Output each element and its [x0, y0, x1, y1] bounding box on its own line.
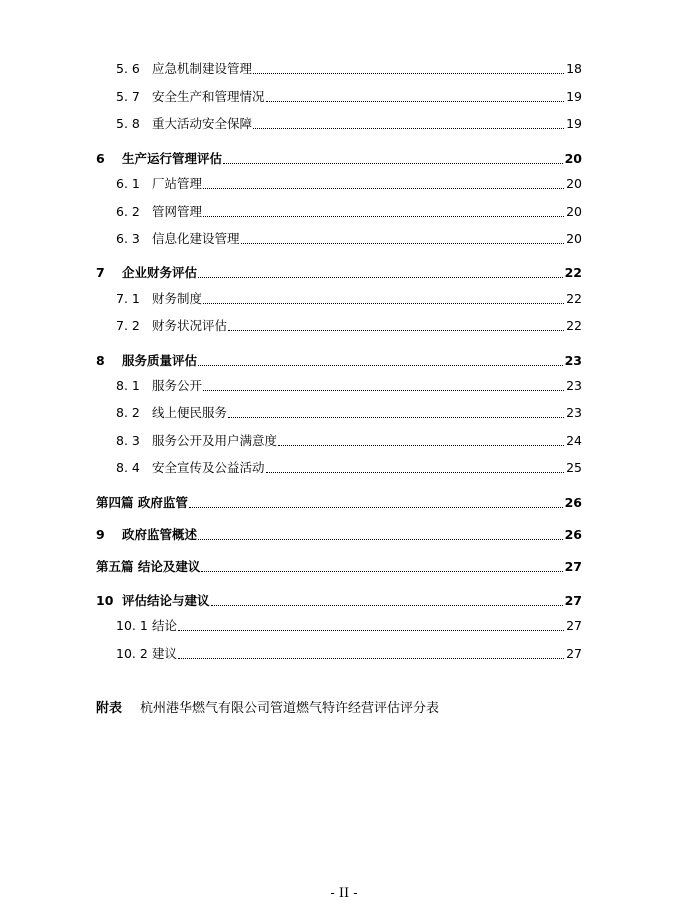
- toc-leader-dots: [203, 302, 564, 304]
- toc-part-entry[interactable]: [96, 559, 582, 575]
- toc-entry-page: 23: [564, 353, 582, 368]
- toc-entry-number: 5. 6: [116, 61, 140, 76]
- toc-entry-number: 8. 3: [116, 433, 140, 448]
- toc-leader-dots: [223, 162, 563, 164]
- toc-leader-dots: [241, 242, 565, 244]
- toc-entry-number: 5. 7: [116, 89, 140, 104]
- toc-entry-page: 23: [566, 378, 582, 393]
- toc-part-entry[interactable]: [96, 495, 582, 511]
- toc-leader-dots: [203, 187, 564, 189]
- toc-entry-number: 10. 1: [116, 618, 148, 633]
- toc-entry-title: 应急机制建设管理: [152, 61, 253, 76]
- toc-entry-page: 20: [566, 204, 582, 219]
- toc-entry[interactable]: [116, 460, 582, 476]
- toc-entry-page: 23: [566, 405, 582, 420]
- toc-entry-title: 线上便民服务: [152, 405, 228, 420]
- toc-entry-page: 26: [564, 495, 582, 510]
- toc-entry-number: 5. 8: [116, 116, 140, 131]
- toc-leader-dots: [228, 416, 564, 418]
- toc-entry-title: 评估结论与建议: [122, 593, 210, 608]
- toc-entry-page: 27: [564, 593, 582, 608]
- toc-entry-number: 7. 2: [116, 318, 140, 333]
- toc-entry-number: 9: [96, 527, 105, 542]
- toc-entry-page: 18: [566, 61, 582, 76]
- toc-entry-page: 20: [564, 151, 582, 166]
- toc-leader-dots: [178, 657, 564, 659]
- toc-entry-number: 6. 3: [116, 231, 140, 246]
- toc-chapter-entry[interactable]: [96, 353, 582, 369]
- toc-entry-number: 6. 1: [116, 176, 140, 191]
- toc-leader-dots: [203, 389, 564, 391]
- toc-entry-title: 第五篇 结论及建议: [96, 559, 201, 574]
- toc-leader-dots: [211, 604, 563, 606]
- toc-leader-dots: [189, 506, 563, 508]
- toc-entry-number: 7. 1: [116, 291, 140, 306]
- toc-leader-dots: [178, 629, 564, 631]
- toc-leader-dots: [198, 276, 563, 278]
- toc-entry-page: 20: [566, 176, 582, 191]
- toc-leader-dots: [228, 329, 564, 331]
- toc-chapter-entry[interactable]: [96, 593, 582, 609]
- toc-entry-title: 政府监管概述: [122, 527, 198, 542]
- annex-title: 杭州港华燃气有限公司管道燃气特许经营评估评分表: [140, 701, 440, 716]
- toc-entry[interactable]: [116, 433, 582, 449]
- annex-line: [96, 700, 439, 718]
- annex-label: 附表: [96, 701, 123, 716]
- toc-entry-title: 信息化建设管理: [152, 231, 240, 246]
- toc-leader-dots: [253, 127, 564, 129]
- toc-leader-dots: [253, 72, 564, 74]
- toc-entry-page: 22: [566, 291, 582, 306]
- toc-entry[interactable]: [116, 318, 582, 334]
- toc-entry-page: 26: [564, 527, 582, 542]
- page-number: - II -: [330, 886, 358, 901]
- toc-entry-number: 8. 1: [116, 378, 140, 393]
- toc-entry-number: 10. 2: [116, 646, 148, 661]
- toc-entry-title: 厂站管理: [152, 176, 203, 191]
- toc-entry-number: 8. 4: [116, 460, 140, 475]
- toc-entry-number: 6: [96, 151, 105, 166]
- toc-entry-page: 27: [564, 559, 582, 574]
- toc-entry-title: 安全宣传及公益活动: [152, 460, 265, 475]
- toc-entry-number: 8: [96, 353, 105, 368]
- toc-entry-title: 安全生产和管理情况: [152, 89, 265, 104]
- toc-entry-page: 27: [566, 618, 582, 633]
- toc-entry[interactable]: [116, 231, 582, 247]
- toc-leader-dots: [201, 570, 562, 572]
- toc-entry-title: 服务公开: [152, 378, 203, 393]
- toc-entry-page: 25: [566, 460, 582, 475]
- toc-entry-number: 10: [96, 593, 114, 608]
- toc-chapter-entry[interactable]: [96, 151, 582, 167]
- toc-entry-page: 22: [564, 265, 582, 280]
- toc-entry[interactable]: [116, 176, 582, 192]
- toc-leader-dots: [266, 100, 565, 102]
- toc-entry-title: 服务质量评估: [122, 353, 198, 368]
- toc-entry[interactable]: [116, 618, 582, 634]
- toc-chapter-entry[interactable]: [96, 265, 582, 281]
- toc-entry[interactable]: [116, 89, 582, 105]
- toc-entry[interactable]: [116, 204, 582, 220]
- toc-entry-title: 服务公开及用户满意度: [152, 433, 278, 448]
- toc-leader-dots: [198, 538, 563, 540]
- toc-entry[interactable]: [116, 116, 582, 132]
- toc-entry[interactable]: [116, 378, 582, 394]
- toc-entry-title: 财务状况评估: [152, 318, 228, 333]
- toc-entry-page: 19: [566, 89, 582, 104]
- toc-entry-title: 财务制度: [152, 291, 203, 306]
- toc-entry[interactable]: [116, 405, 582, 421]
- toc-entry-title: 建议: [152, 646, 178, 661]
- toc-entry[interactable]: [116, 291, 582, 307]
- toc-entry-page: 27: [566, 646, 582, 661]
- toc-entry-page: 19: [566, 116, 582, 131]
- toc-entry[interactable]: [116, 646, 582, 662]
- toc-leader-dots: [278, 444, 564, 446]
- toc-entry-number: 7: [96, 265, 105, 280]
- toc-leader-dots: [266, 471, 565, 473]
- toc-entry-page: 20: [566, 231, 582, 246]
- toc-entry[interactable]: [116, 61, 582, 77]
- toc-leader-dots: [198, 364, 563, 366]
- toc-entry-page: 22: [566, 318, 582, 333]
- toc-chapter-entry[interactable]: [96, 527, 582, 543]
- toc-entry-title: 企业财务评估: [122, 265, 198, 280]
- toc-entry-number: 6. 2: [116, 204, 140, 219]
- toc-leader-dots: [203, 215, 564, 217]
- toc-entry-title: 第四篇 政府监管: [96, 495, 188, 510]
- toc-entry-number: 8. 2: [116, 405, 140, 420]
- toc-entry-title: 管网管理: [152, 204, 203, 219]
- toc-entry-title: 结论: [152, 618, 178, 633]
- toc-entry-title: 生产运行管理评估: [122, 151, 223, 166]
- toc-entry-page: 24: [566, 433, 582, 448]
- toc-entry-title: 重大活动安全保障: [152, 116, 253, 131]
